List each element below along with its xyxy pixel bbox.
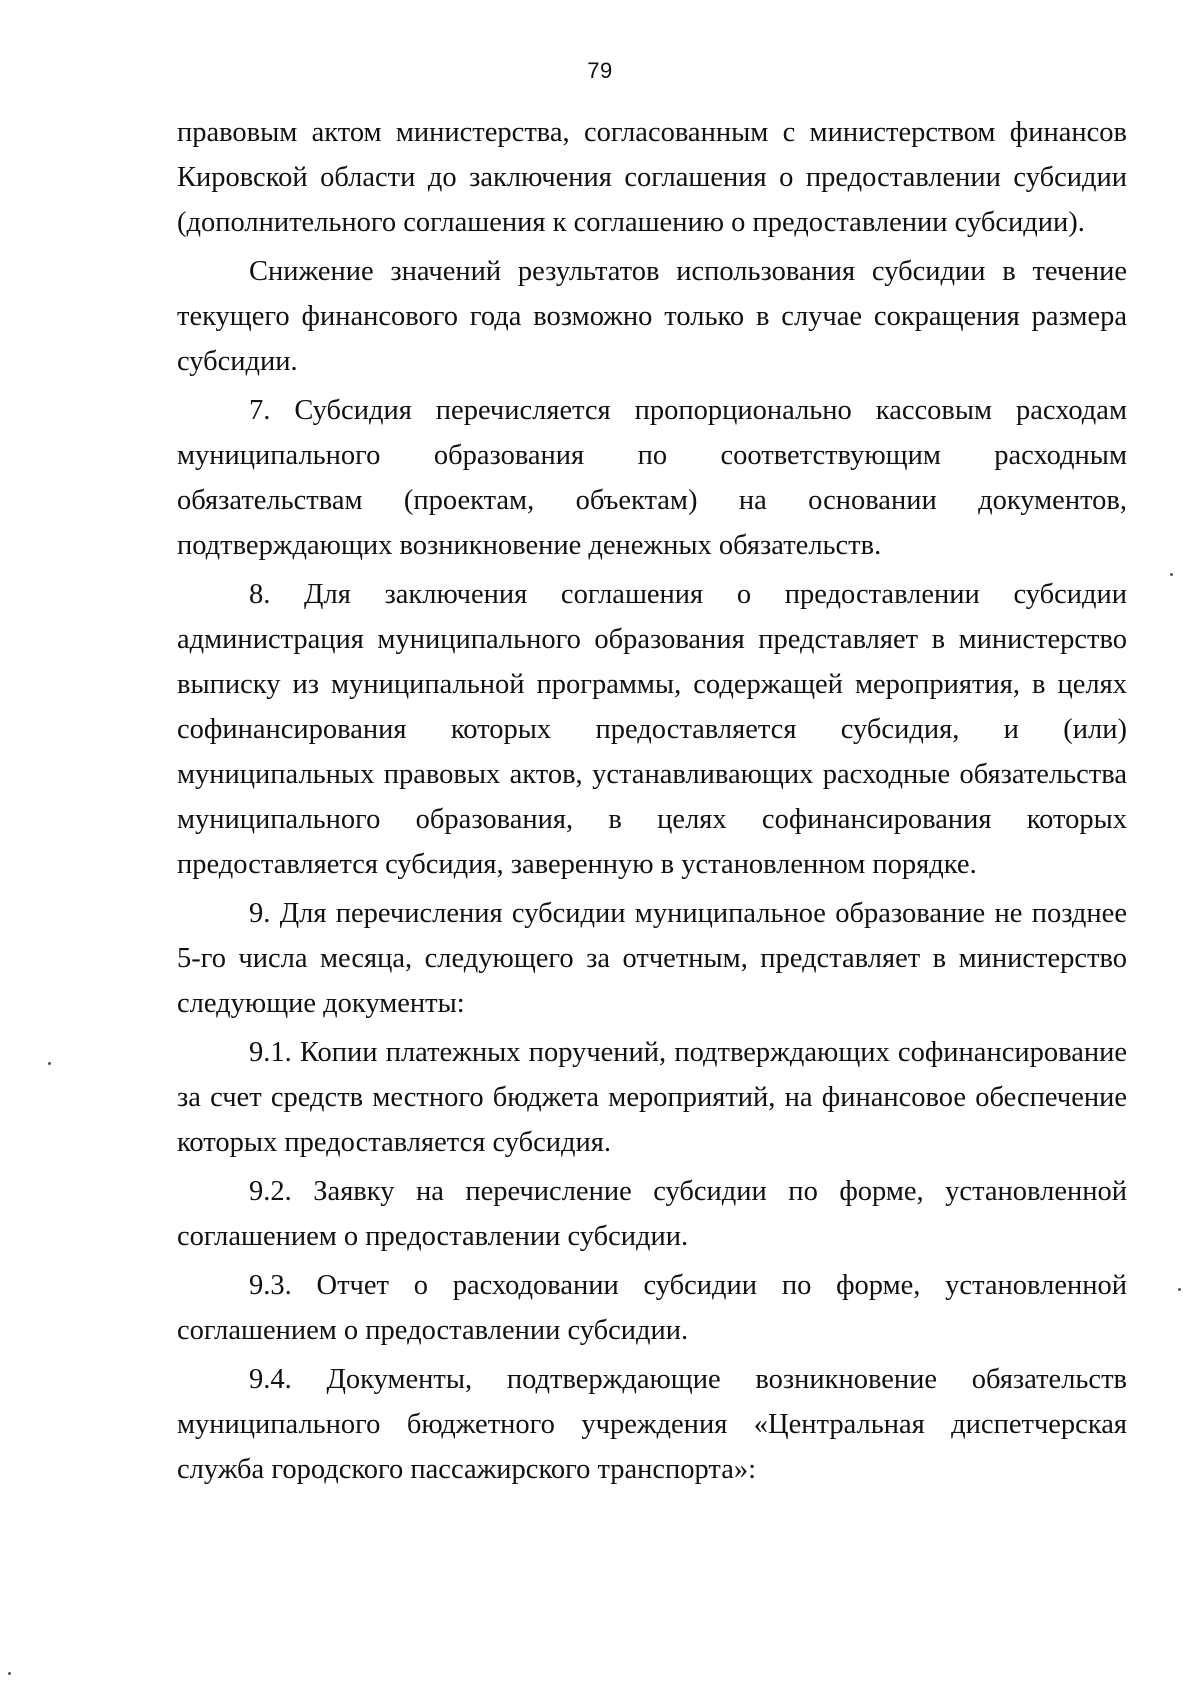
paragraph-item-9: 9. Для перечисления субсидии муниципальное образование не позднее 5-го числа месяца, следующего за отчетным, представляет в министерство следующие документы: xyxy=(177,898,1127,1019)
paragraph-item-8: 8. Для заключения соглашения о предоставлении субсидии администрация муниципального образования представляет в министерство выписку из муниципальной программы, содержащей мероприятия, в целях софинансирования которых предоставляется субсидия, и (или) муниципальных правовых актов, устанавливающих расходные обязательства муниципального образования, в целях софинансирования которых предоставляется субсидия, заверенную в установленном порядке. xyxy=(177,579,1127,880)
page-number: 79 xyxy=(587,58,613,83)
paragraph-item-9-3: 9.3. Отчет о расходовании субсидии по форме, установленной соглашением о предоставлении субсидии. xyxy=(177,1270,1127,1346)
paragraph-subsidy-reduction: Снижение значений результатов использования субсидии в течение текущего финансового года возможно только в случае сокращения размера субсидии. xyxy=(177,256,1127,377)
paragraph-item-7: 7. Субсидия перечисляется пропорционально кассовым расходам муниципального образования по соответствующим расходным обязательствам (проектам, объектам) на основании документов, подтверждающих возникновение денежных обязательств. xyxy=(177,395,1127,561)
paragraph-item-9-4: 9.4. Документы, подтверждающие возникновение обязательств муниципального бюджетного учреждения «Центральная диспетчерская служба городского пассажирского транспорта»: xyxy=(177,1364,1127,1485)
document-body xyxy=(177,110,1127,1492)
scan-speck xyxy=(8,1672,11,1675)
scan-speck xyxy=(1170,573,1173,576)
scan-speck xyxy=(1178,1288,1181,1291)
scan-speck xyxy=(48,1062,51,1065)
paragraph-item-9-2: 9.2. Заявку на перечисление субсидии по форме, установленной соглашением о предоставлении субсидии. xyxy=(177,1176,1127,1252)
paragraph-item-9-1: 9.1. Копии платежных поручений, подтверждающих софинансирование за счет средств местного бюджета мероприятий, на финансовое обеспечение которых предоставляется субсидия. xyxy=(177,1037,1127,1158)
paragraph-continuation: правовым актом министерства, согласованным с министерством финансов Кировской области до заключения соглашения о предоставлении субсидии (дополнительного соглашения к соглашению о предоставлении субсидии). xyxy=(177,117,1127,238)
